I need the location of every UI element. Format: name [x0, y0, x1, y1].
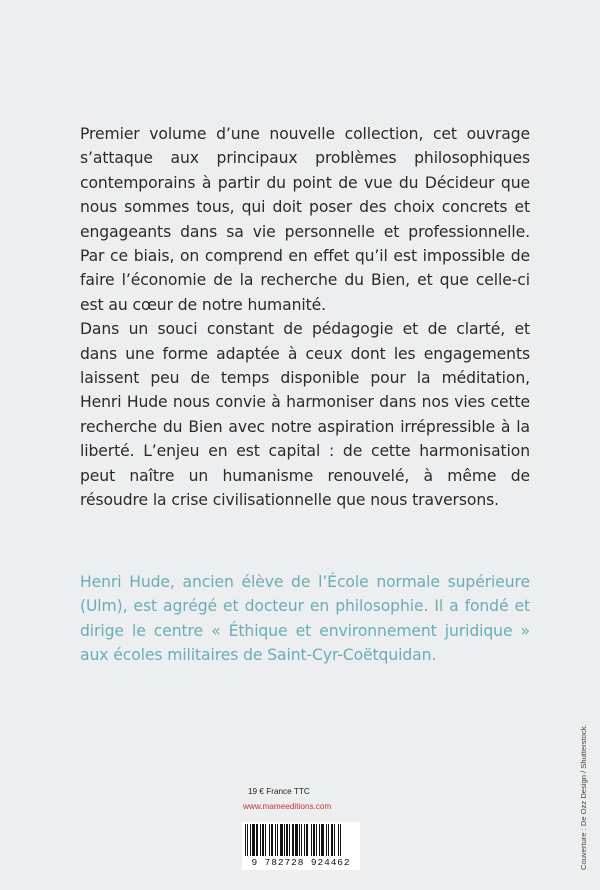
barcode-bar	[319, 824, 320, 856]
barcode-bar	[295, 824, 298, 856]
barcode-bar	[289, 824, 290, 856]
barcode-bar	[260, 824, 261, 856]
barcode-bar	[245, 824, 246, 856]
cover-credit: Couverture : De Ozz Design / Shutterstock.	[579, 724, 588, 870]
barcode-bar	[328, 824, 329, 856]
barcode-bar	[334, 824, 335, 856]
barcode-bar	[313, 824, 315, 856]
author-bio: Henri Hude, ancien élève de l’École normale supérieure (Ulm), est agrégé et docteur en philosophie. Il a fondé et dirige le centre « Éthique et environnement juridique » aux écoles militaires de Saint-Cyr-Coëtquidan.	[80, 573, 530, 665]
barcode-bar	[304, 824, 305, 856]
barcode-bar	[250, 824, 251, 856]
book-description	[80, 122, 530, 513]
barcode-bar	[338, 824, 339, 856]
barcode-bar	[252, 824, 255, 856]
barcode-bar	[292, 824, 294, 856]
publisher-website: www.mameeditions.com	[243, 802, 332, 811]
barcode-bar	[301, 824, 302, 856]
barcode-bar	[265, 824, 266, 856]
description-paragraph-1: Premier volume d’une nouvelle collection, cet ouvrage s’attaque aux principaux problèmes philosophiques contemporains à partir du point de vue du Décideur que nous sommes tous, qui doit poser des choix concrets et engageants dans sa vie personnelle et professionnelle. Par ce biais, on comprend en effet qu’il est impossible de faire l’économie de la recherche du Bien, et que celle-ci est au cœur de notre humanité.	[80, 125, 530, 314]
barcode-bars	[242, 822, 360, 858]
barcode-bar	[247, 824, 248, 856]
barcode-bar	[311, 824, 312, 856]
barcode-bar	[321, 824, 324, 856]
barcode-bar	[299, 824, 300, 856]
barcode-bar	[284, 824, 285, 856]
barcode-bar	[275, 824, 276, 856]
barcode-digits: 9 782728 924462	[251, 857, 351, 868]
isbn-barcode	[242, 822, 360, 870]
barcode-bar	[256, 824, 258, 856]
barcode-bar	[340, 824, 341, 856]
barcode-bar	[269, 824, 270, 856]
barcode-bar	[331, 824, 333, 856]
barcode-bar	[326, 824, 327, 856]
barcode-bar	[280, 824, 283, 856]
price-label: 19 € France TTC	[248, 787, 310, 796]
barcode-bar	[277, 824, 278, 856]
barcode-bar	[271, 824, 273, 856]
description-paragraph-2: Dans un souci constant de pédagogie et de clarté, et dans une forme adaptée à ceux dont les engagements laissent peu de temps disponible pour la méditation, Henri Hude nous convie à harmoniser dans nos vies cette recherche du Bien avec notre aspiration irrépressible à la liberté. L’enjeu en est capital : de cette harmonisation peut naître un humanisme renouvelé, à même de résoudre la crise civilisationnelle que nous traversons.	[80, 320, 530, 510]
barcode-bar	[316, 824, 317, 856]
barcode-bar	[286, 824, 288, 856]
barcode-bar	[306, 824, 308, 856]
barcode-bar	[262, 824, 264, 856]
